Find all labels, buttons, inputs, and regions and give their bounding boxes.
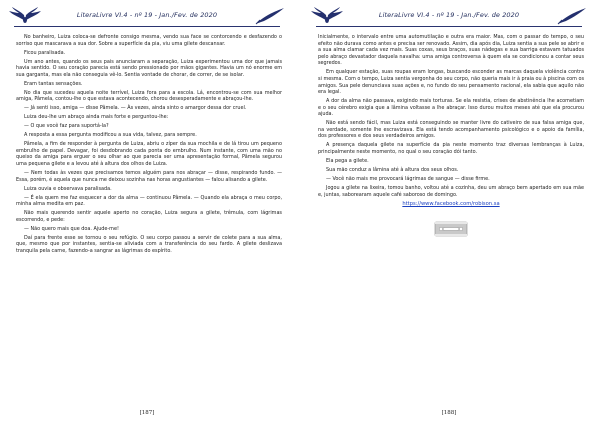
header-title: LiteraLivre VI.4 - nº 19 - Jan./Fev. de 2020 [378, 11, 520, 19]
header-title: LiteraLivre VI.4 - nº 19 - Jan./Fev. de 2020 [76, 11, 218, 19]
wings-logo-icon [8, 7, 42, 25]
paragraph: A resposta a essa pergunta modificou a sua vida, talvez, para sempre. [24, 132, 197, 139]
paragraph: — É ela quem me faz esquecer a dor da alma — continuou Pâmela. — Quando ela abraça o meu corpo, minha alma medita em paz. [16, 194, 282, 208]
paragraph: Luiza ouvia e observava paralisada. [24, 185, 112, 192]
paragraph: Ficou paralisada. [24, 49, 66, 56]
paragraph: Um ano antes, quando os seus pais anunciaram a separação, Luiza experimentou uma dor que jamais havia sentido. O seu coração parecia está sendo pressionado por mãos gigantes. Havia um nó enorme em sua garganta, mas ela não conseguia vê-lo. Sentia vontade de chorar, de correr, de se isolar. [16, 58, 282, 78]
blade-illustration [318, 220, 584, 241]
paragraph: Ela pega a gilete. [326, 158, 369, 165]
left-page [6, 4, 288, 420]
header-rule [14, 26, 280, 27]
quill-pen-icon [252, 7, 286, 25]
paragraph: Pâmela, a fim de responder à pergunta de Luiza, abriu o zíper da sua mochila e de lá tirou um pequeno embrulho de papel. Devagar, foi desdobrando cada ponta do embrulho. Num instante, com uma mão no queixo da amiga para erguer o seu olhar ao que parecia ser uma apresentação formal, Pâmela segurou uma pequena gilete e a levou até à altura dos olhos de Luiza. [16, 141, 282, 168]
left-page-body [16, 34, 282, 257]
paragraph: Jogou a gilete na lixeira, tomou banho, voltou até a cozinha, deu um abraço bem apertado em sua mãe e, juntas, saborearam aquele café saboroso de domingo. [318, 185, 584, 198]
paragraph: — Nem todas às vezes que precisamos temos alguém para nos abraçar — disse, respirando fundo. — Essa, porém, é aquela que nunca me deixou sozinha nas horas angustiantes — falou alisando a gilete. [16, 170, 282, 183]
author-link-line [318, 201, 584, 208]
paragraph: Não mais querendo sentir aquele aperto no coração, Luiza segura a gilete, trêmula, com lágrimas escorrendo, e pede: [16, 210, 282, 223]
paragraph: — O que você faz para suportá-la? [24, 123, 109, 130]
page-number: [188] [441, 410, 457, 416]
paragraph: — Já senti isso, amiga — disse Pâmela. — Às vezes, ainda sinto o amargor dessa dor cruel. [24, 105, 247, 112]
paragraph: — Você não mais me provocará lágrimas de sangue — disse firme. [326, 176, 490, 183]
paragraph: Eram tantas sensações. [24, 80, 83, 87]
paragraph: Daí para frente esse se tornou o seu refúgio. O seu corpo passou a servir de colete para a sua alma, que, mesmo que por instantes, sentia-se aliviada com a transferência do seu fardo. A gilete deslizava tranquila pela carne, fazendo-a sangrar as lágrimas do espírito. [16, 234, 282, 254]
paragraph: No dia que sucedeu aquela noite terrível, Luiza fora para a escola. Lá, encontrou-se com sua melhor amiga, Pâmela, contou-lhe o que estava acontecendo, chorou desesperadamente e abraçou-lhe. [16, 89, 282, 103]
page-header [6, 6, 288, 28]
razor-blade-icon [434, 220, 468, 238]
paragraph: Luiza deu-lhe um abraço ainda mais forte e perguntou-lhe: [24, 114, 169, 121]
author-facebook-link[interactable]: https://www.facebook.com/robison.sa [402, 201, 500, 208]
paragraph: Inicialmente, o intervalo entre uma automutilação e outra era maior. Mas, com o passar do tempo, o seu efeito não durava como antes e precisa ser renovado. Assim, dia após dia, Luiza sentia a sua pele se abrir e a sua alma clamar cada vez mais. Suas coxas, seus braços, suas nádegas e sua barriga estavam tatuados pelo abraço devastador daquela navalha: uma amiga controversa à quem ela se condicionou a contar seus segredos. [318, 34, 584, 67]
paragraph: — Não quero mais que doa. Ajude-me! [24, 225, 119, 232]
quill-pen-icon [554, 7, 588, 25]
page-header [308, 6, 590, 28]
paragraph: No banheiro, Luiza coloca-se defronte consigo mesma, vendo sua face se contorcendo e desfazendo o sorriso que mascarava a sua dor. Sobre a superfície da pia, viu uma gilete descansar. [16, 34, 282, 47]
wings-logo-icon [310, 7, 344, 25]
paragraph: Não está sendo fácil, mas Luiza está conseguindo se manter livre do cativeiro de sua falsa amiga que, na verdade, somente lhe escravizava. Ela está tendo acompanhamento psicológico e o apoio da família, dos professores e dos seus verdadeiros amigos. [318, 120, 584, 140]
right-page-body [318, 34, 584, 240]
page-number: [187] [139, 410, 155, 416]
paragraph: Em qualquer estação, suas roupas eram longas, buscando esconder as marcas daquela violência contra si mesma. Com o tempo, Luiza sentia vergonha do seu corpo, não queria mais ir à praia ou à piscina com os amigos. Sua pele denunciava suas ações e, no fundo do seu pensamento racional, ela sabia que aquilo não era legal. [318, 69, 584, 96]
paragraph: A dor da alma não passava, exigindo mais torturas. Se ela resistia, crises de abstinência lhe acometiam e o seu cérebro exigia que a lâmina voltasse a lhe abraçar. Isso durou muitos meses até que ela procurou ajuda. [318, 98, 584, 118]
header-rule [316, 26, 582, 27]
right-page [308, 4, 590, 420]
paragraph: Sua mão conduz a lâmina até à altura dos seus olhos. [326, 167, 459, 174]
paragraph: A presença daquela gilete na superfície da pia neste momento traz diversas lembranças à Luiza, principalmente neste momento, no qual o seu coração dói tanto. [318, 142, 584, 156]
